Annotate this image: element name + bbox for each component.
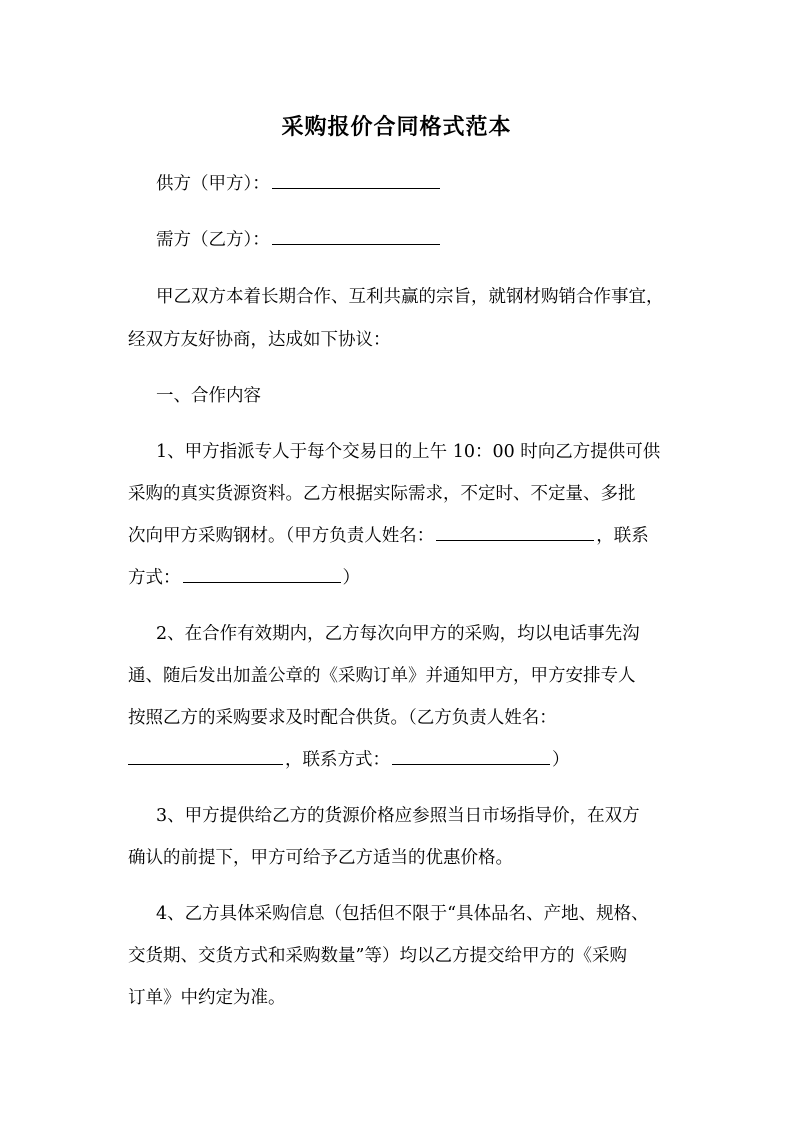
buyer-label: 需方（乙方）：: [156, 230, 270, 250]
party-b-contact-blank[interactable]: [392, 747, 550, 765]
party-a-contact-label: 次向甲方采购钢材。（甲方负责人姓名：: [128, 526, 435, 546]
clause2-line-2: 通、随后发出加盖公章的《采购订单》并通知甲方，甲方安排专人: [128, 666, 636, 686]
clause2-line-3: 按照乙方的采购要求及时配合供货。（乙方负责人姓名：: [128, 708, 557, 728]
section-heading: 一、合作内容: [156, 386, 261, 406]
supplier-blank[interactable]: [272, 171, 440, 189]
closing-paren: ）: [552, 750, 570, 770]
closing-paren: ）: [342, 568, 360, 588]
clause4-line-1: 4、乙方具体采购信息（包括但不限于“具体品名、产地、规格、: [156, 904, 649, 924]
party-b-name-blank[interactable]: [128, 747, 283, 765]
contact-label: ，联系: [596, 526, 649, 546]
contact-method-label: ，联系方式：: [285, 750, 390, 770]
clause4-line-2: 交货期、交货方式和采购数量”等）均以乙方提交给甲方的《采购: [128, 946, 627, 966]
intro-line-2: 经双方友好协商，达成如下协议：: [128, 330, 391, 350]
contact-method-label: 方式：: [128, 568, 181, 588]
clause4-line-3: 订单》中约定为准。: [128, 988, 286, 1008]
buyer-line: [156, 226, 716, 254]
document-title: 采购报价合同格式范本: [281, 114, 512, 140]
buyer-blank[interactable]: [272, 227, 440, 245]
intro-line-1: 甲乙双方本着长期合作、互利共赢的宗旨，就钢材购销合作事宜，: [156, 287, 664, 307]
supplier-label: 供方（甲方）：: [156, 174, 270, 194]
clause2-line-1: 2、在合作有效期内，乙方每次向甲方的采购，均以电话事先沟: [156, 624, 640, 644]
party-a-name-blank[interactable]: [436, 523, 594, 541]
clause3-line-2: 确认的前提下，甲方可给予乙方适当的优惠价格。: [128, 848, 513, 868]
party-a-contact-blank[interactable]: [183, 565, 341, 583]
clause1-line-2: 采购的真实货源资料。乙方根据实际需求，不定时、不定量、多批: [128, 484, 636, 504]
clause1-line-3: [128, 522, 688, 550]
clause1-line-1: 1、甲方指派专人于每个交易日的上午 10：00 时向乙方提供可供: [156, 442, 661, 462]
supplier-line: [156, 170, 716, 198]
clause2-line-4: [128, 746, 688, 774]
clause1-line-4: [128, 564, 688, 592]
clause3-line-1: 3、甲方提供给乙方的货源价格应参照当日市场指导价，在双方: [156, 806, 640, 826]
